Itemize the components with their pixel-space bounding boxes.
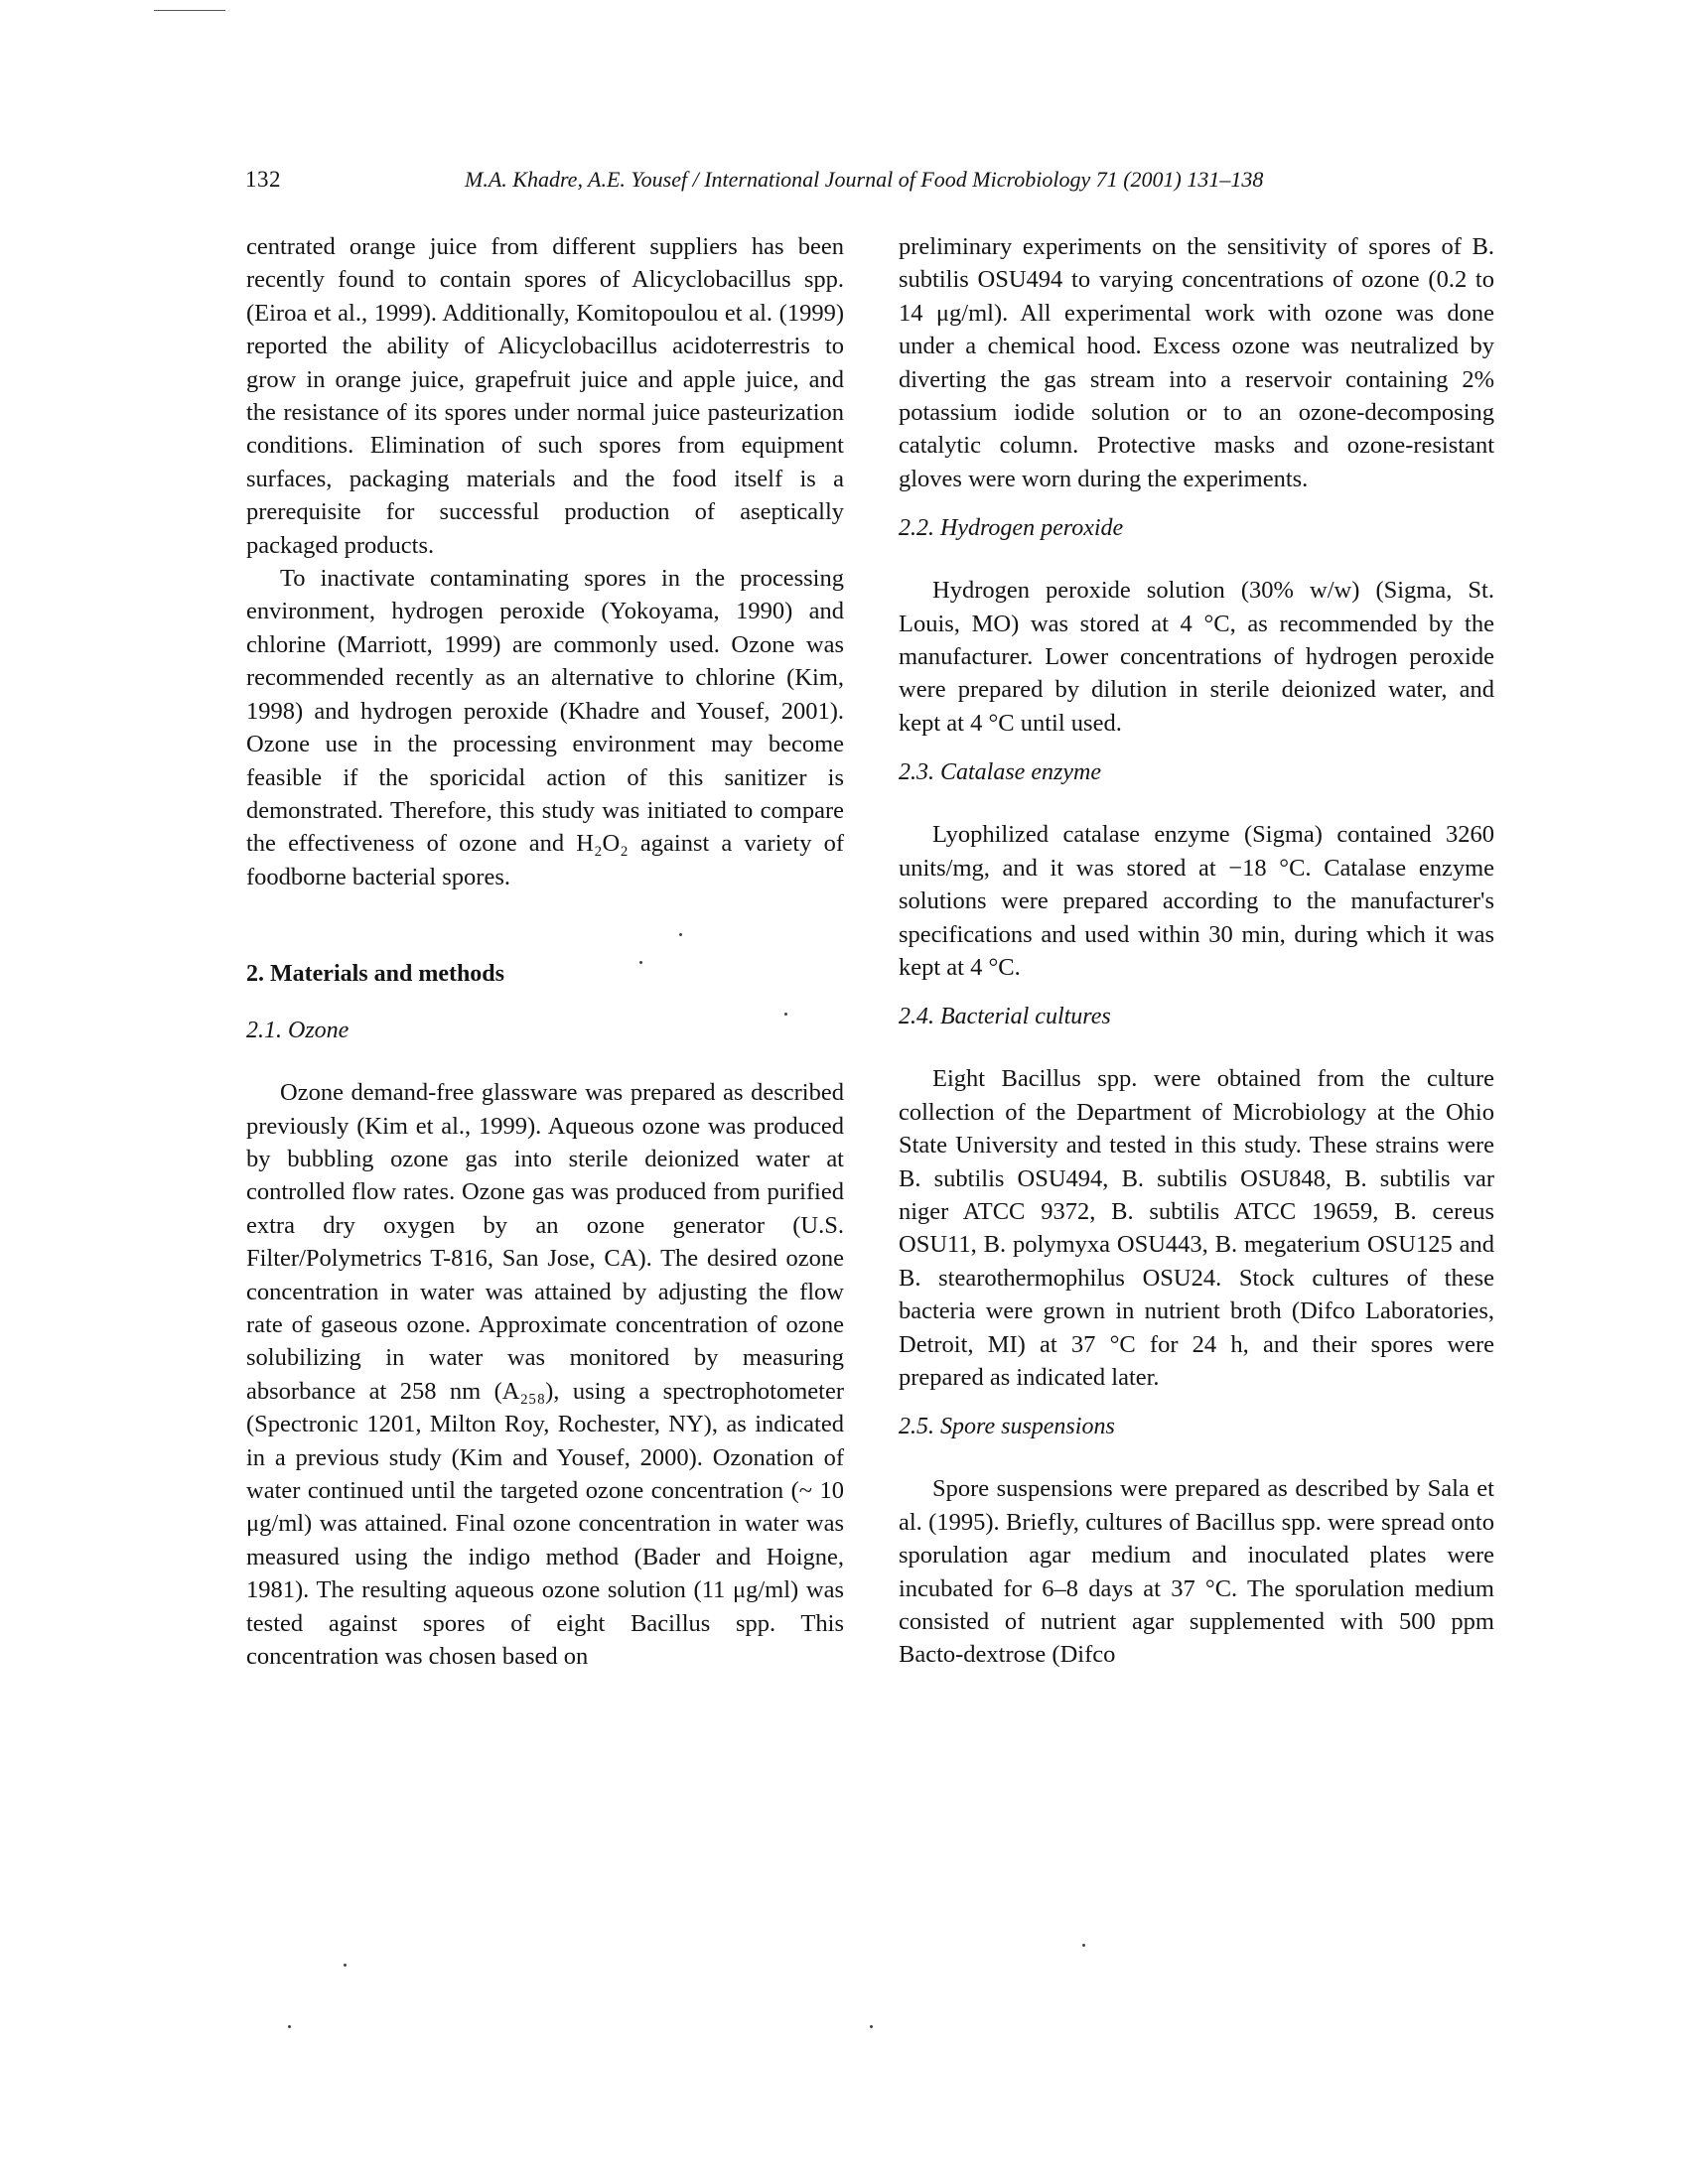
subsection-heading-catalase: 2.3. Catalase enzyme	[899, 759, 1101, 786]
left-paragraph-3: Ozone demand-free glassware was prepared as described previously (Kim et al., 1999). Aqueous ozone was produced by bubbling ozone gas into sterile deionized water at controlled flow rates. Ozone gas was produced from purified extra dry oxygen by an ozone generator (U.S. Filter/Polymetrics T-816, San Jose, CA). The desired ozone concentration in water was attained by adjusting the flow rate of gaseous ozone. Approximate concentration of ozone solubilizing in water was monitored by measuring absorbance at 258 nm (A₂₅₈), using a spectrophotometer (Spectronic 1201, Milton Roy, Rochester, NY), as indicated in a previous study (Kim and Yousef, 2000). Ozonation of water continued until the targeted ozone concentration (~ 10 μg/ml) was attained. Final ozone concentration in water was measured using the indigo method (Bader and Hoigne, 1981). The resulting aqueous ozone solution (11 μg/ml) was tested against spores of eight Bacillus spp. This concentration was chosen based on	[246, 1079, 844, 1671]
subsection-heading-ozone: 2.1. Ozone	[246, 1018, 350, 1044]
running-header: M.A. Khadre, A.E. Yousef / International Journal of Food Microbiology 71 (2001) 131–138	[465, 167, 1264, 192]
left-column	[246, 230, 844, 1673]
subsection-heading-bacterial-cultures: 2.4. Bacterial cultures	[899, 1004, 1111, 1030]
subsection-heading-spore-suspensions: 2.5. Spore suspensions	[899, 1414, 1115, 1440]
subsection-heading-hydrogen-peroxide: 2.2. Hydrogen peroxide	[899, 515, 1124, 542]
scan-speck	[288, 2025, 291, 2028]
right-paragraph-4: Eight Bacillus spp. were obtained from the culture collection of the Department of Microbiology at the Ohio State University and tested in this study. These strains were B. subtilis OSU494, B. subtilis OSU848, B. subtilis var niger ATCC 9372, B. subtilis ATCC 19659, B. cereus OSU11, B. polymyxa OSU443, B. megaterium OSU125 and B. stearothermophilus OSU24. Stock cultures of these bacteria were grown in nutrient broth (Difco Laboratories, Detroit, MI) at 37 °C for 24 h, and their spores were prepared as indicated later.	[899, 1065, 1494, 1391]
scan-speck	[639, 961, 642, 964]
top-rule	[154, 10, 225, 11]
right-column	[899, 230, 1494, 1672]
scan-speck	[870, 2025, 873, 2028]
scan-speck	[679, 933, 682, 936]
right-paragraph-2: Hydrogen peroxide solution (30% w/w) (Sigma, St. Louis, MO) was stored at 4 °C, as recommended by the manufacturer. Lower concentrations of hydrogen peroxide were prepared by dilution in sterile deionized water, and kept at 4 °C until used.	[899, 577, 1494, 737]
scan-speck	[784, 1013, 787, 1016]
page-number: 132	[245, 167, 281, 192]
right-paragraph-1: preliminary experiments on the sensitivity of spores of B. subtilis OSU494 to varying concentrations of ozone (0.2 to 14 μg/ml). All experimental work with ozone was done under a chemical hood. Excess ozone was neutralized by diverting the gas stream into a reservoir containing 2% potassium iodide solution or to an ozone-decomposing catalytic column. Protective masks and ozone-resistant gloves were worn during the experiments.	[899, 233, 1494, 492]
section-heading-materials-methods: 2. Materials and methods	[246, 961, 504, 988]
left-paragraph-2: To inactivate contaminating spores in the processing environment, hydrogen peroxide (Yokoyama, 1990) and chlorine (Marriott, 1999) are commonly used. Ozone was recommended recently as an alternative to chlorine (Kim, 1998) and hydrogen peroxide (Khadre and Yousef, 2001). Ozone use in the processing environment may become feasible if the sporicidal action of this sanitizer is demonstrated. Therefore, this study was initiated to compare the effectiveness of ozone and H₂O₂ against a variety of foodborne bacterial spores.	[246, 565, 844, 890]
left-paragraph-1: centrated orange juice from different suppliers has been recently found to contain spores of Alicyclobacillus spp. (Eiroa et al., 1999). Additionally, Komitopoulou et al. (1999) reported the ability of Alicyclobacillus acidoterrestris to grow in orange juice, grapefruit juice and apple juice, and the resistance of its spores under normal juice pasteurization conditions. Elimination of such spores from equipment surfaces, packaging materials and the food itself is a prerequisite for successful production of aseptically packaged products.	[246, 233, 844, 559]
scan-speck	[1082, 1944, 1085, 1947]
right-paragraph-3: Lyophilized catalase enzyme (Sigma) contained 3260 units/mg, and it was stored at −18 °C. Catalase enzyme solutions were prepared according to the manufacturer's specifications and used within 30 min, during which it was kept at 4 °C.	[899, 821, 1494, 981]
scan-speck	[344, 1964, 347, 1967]
right-paragraph-5: Spore suspensions were prepared as described by Sala et al. (1995). Briefly, cultures of Bacillus spp. were spread onto sporulation agar medium and inoculated plates were incubated for 6–8 days at 37 °C. The sporulation medium consisted of nutrient agar supplemented with 500 ppm Bacto-dextrose (Difco	[899, 1475, 1494, 1669]
